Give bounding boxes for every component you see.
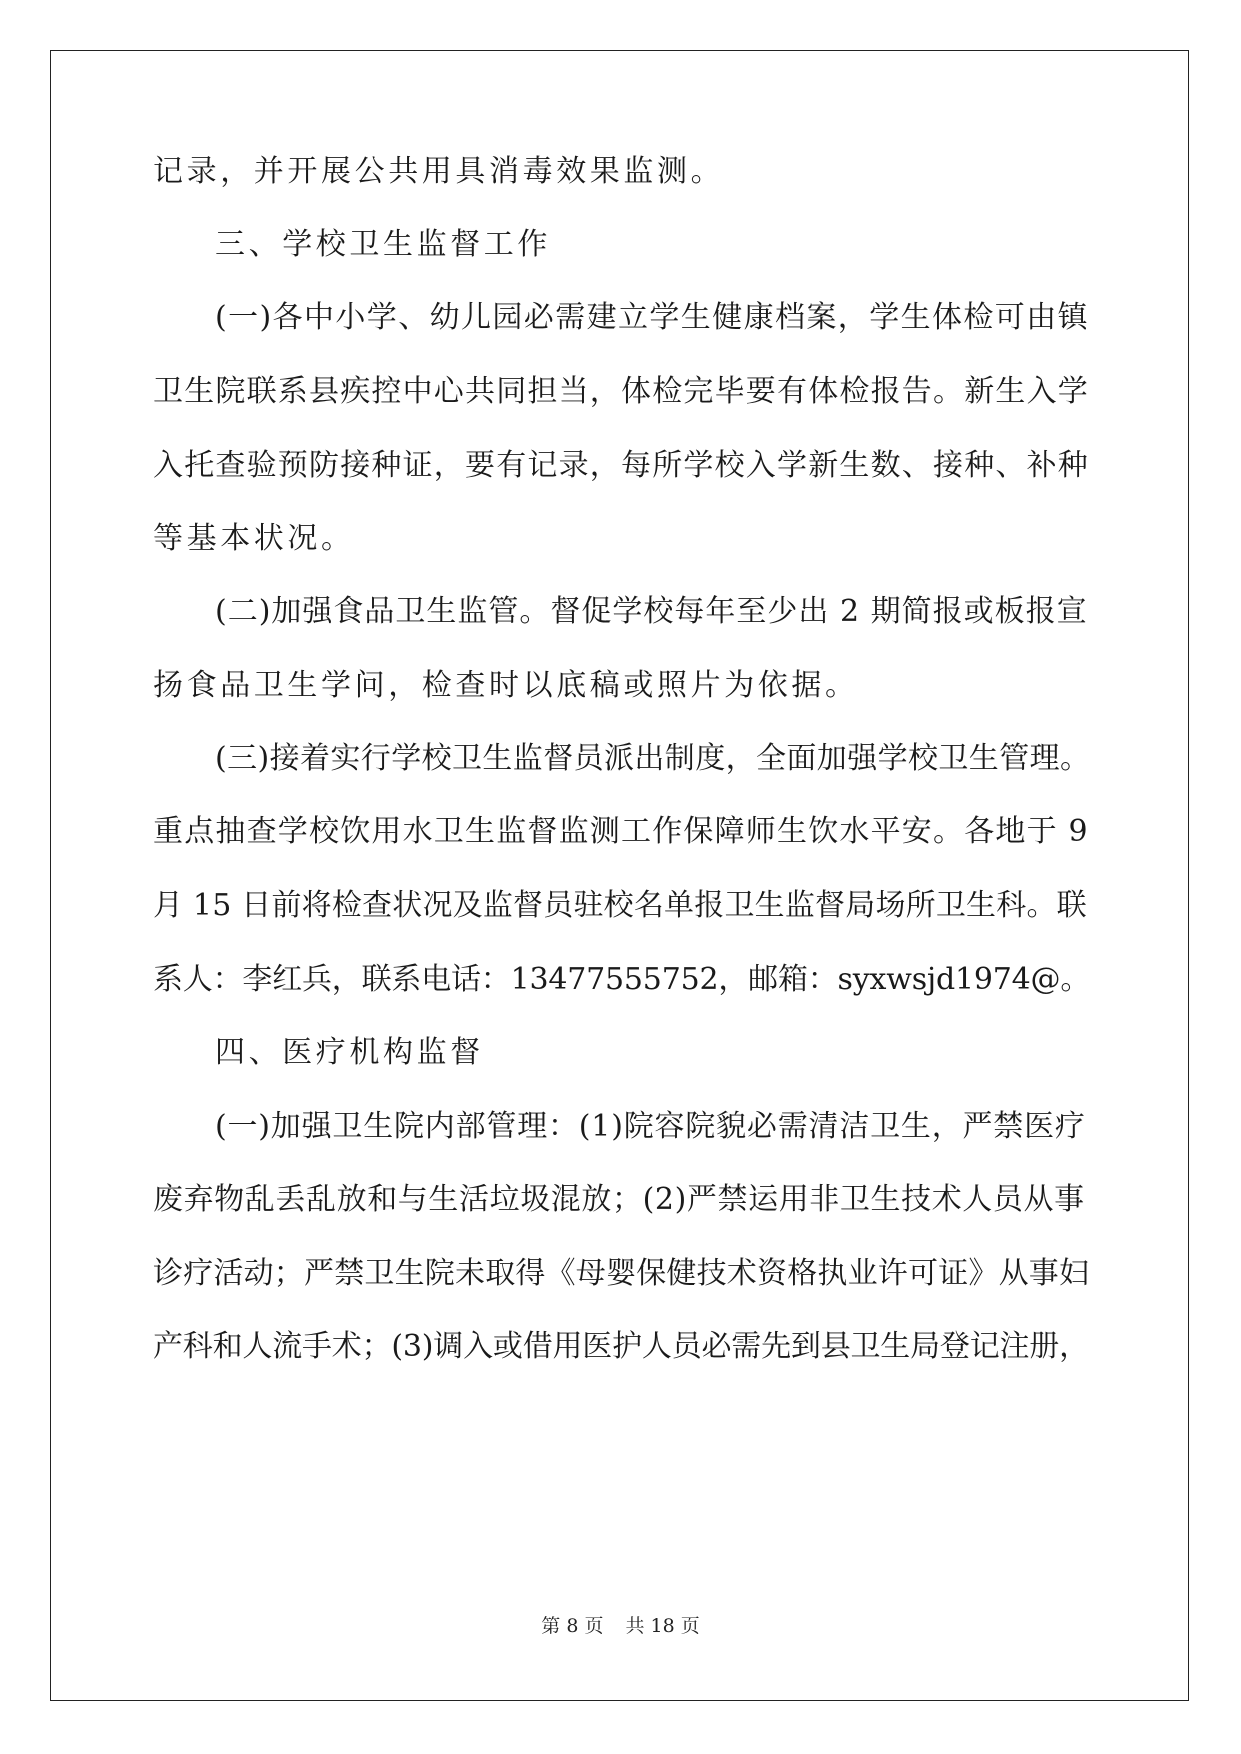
- body-line: 扬食品卫生学问，检查时以底稿或照片为依据。: [153, 668, 859, 703]
- body-line: (一)各中小学、幼儿园必需建立学生健康档案，学生体检可由镇: [215, 300, 1090, 335]
- body-line: 重点抽查学校饮用水卫生监督监测工作保障师生饮水平安。各地于 9: [153, 814, 1089, 849]
- page-footer: [0, 1614, 1241, 1638]
- body-line: 系人：李红兵，联系电话：13477555752，邮箱：syxwsjd1974@。: [153, 962, 1091, 997]
- body-line: 产科和人流手术；(3)调入或借用医护人员必需先到县卫生局登记注册，: [153, 1329, 1089, 1364]
- body-line: (一)加强卫生院内部管理：(1)院容院貌必需清洁卫生，严禁医疗: [215, 1109, 1086, 1144]
- page-total: 共 18 页: [625, 1615, 700, 1637]
- body-line: 等基本状况。: [153, 521, 355, 556]
- body-line: (二)加强食品卫生监管。督促学校每年至少出 2 期简报或板报宣: [215, 594, 1088, 629]
- body-line: 废弃物乱丢乱放和与生活垃圾混放；(2)严禁运用非卫生技术人员从事: [153, 1182, 1085, 1217]
- body-line: 入托查验预防接种证，要有记录，每所学校入学新生数、接种、补种: [153, 448, 1089, 483]
- body-line: 诊疗活动；严禁卫生院未取得《母婴保健技术资格执业许可证》从事妇: [153, 1256, 1090, 1291]
- body-line: (三)接着实行学校卫生监督员派出制度，全面加强学校卫生管理。: [215, 741, 1091, 776]
- body-line: 记录，并开展公共用具消毒效果监测。: [153, 154, 725, 189]
- section-heading: 三、学校卫生监督工作: [215, 227, 551, 262]
- page-number: 第 8 页: [541, 1615, 604, 1637]
- body-line: 卫生院联系县疾控中心共同担当，体检完毕要有体检报告。新生入学: [153, 374, 1089, 409]
- section-heading: 四、医疗机构监督: [215, 1035, 484, 1070]
- body-line: 月 15 日前将检查状况及监督员驻校名单报卫生监督局场所卫生科。联: [153, 888, 1087, 923]
